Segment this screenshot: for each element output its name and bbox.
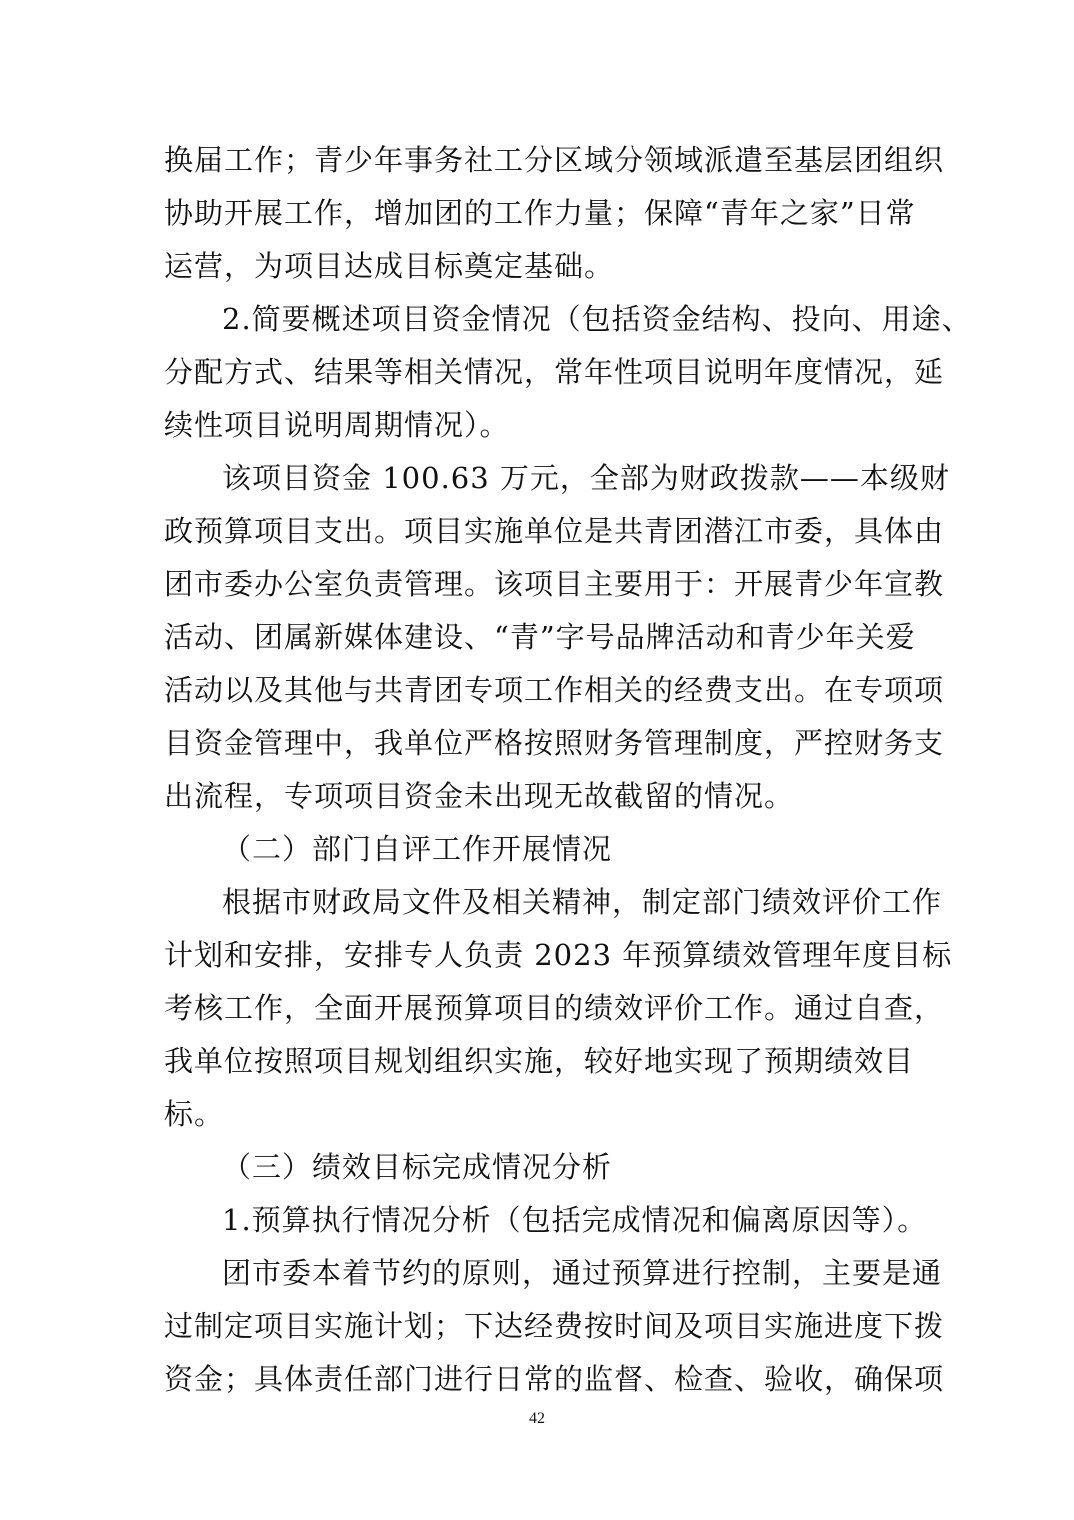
text-line: 目资金管理中，我单位严格按照财务管理制度，严控财务支 xyxy=(164,726,945,760)
text-line: 活动以及其他与共青团专项工作相关的经费支出。在专项项 xyxy=(164,673,945,707)
text-line: （三）绩效目标完成情况分析 xyxy=(222,1150,613,1184)
text-line: 团市委本着节约的原则，通过预算进行控制，主要是通 xyxy=(222,1256,943,1290)
text-line: 1.预算执行情况分析（包括完成情况和偏离原因等）。 xyxy=(222,1203,928,1237)
text-line: 换届工作；青少年事务社工分区域分领域派遣至基层团组织 xyxy=(164,143,945,177)
text-line: 我单位按照项目规划组织实施，较好地实现了预期绩效目 xyxy=(164,1044,915,1078)
text-line: 政预算项目支出。项目实施单位是共青团潜江市委，具体由 xyxy=(164,514,945,548)
text-line: 分配方式、结果等相关情况，常年性项目说明年度情况，延 xyxy=(164,355,945,389)
text-line: 该项目资金 100.63 万元，全部为财政拨款——本级财 xyxy=(222,461,950,495)
page-number: 42 xyxy=(529,1410,545,1427)
text-line: 团市委办公室负责管理。该项目主要用于：开展青少年宣教 xyxy=(164,567,945,601)
text-line: 过制定项目实施计划；下达经费按时间及项目实施进度下拨 xyxy=(164,1309,945,1343)
text-line: 2.简要概述项目资金情况（包括资金结构、投向、用途、 xyxy=(222,302,972,336)
text-line: （二）部门自评工作开展情况 xyxy=(222,832,613,866)
text-line: 资金；具体责任部门进行日常的监督、检查、验收，确保项 xyxy=(164,1362,945,1396)
text-line: 根据市财政局文件及相关精神，制定部门绩效评价工作 xyxy=(222,885,943,919)
text-line: 出流程，专项项目资金未出现无故截留的情况。 xyxy=(164,779,795,813)
text-line: 协助开展工作，增加团的工作力量；保障“青年之家”日常 xyxy=(164,196,916,230)
text-line: 标。 xyxy=(164,1097,225,1131)
text-line: 计划和安排，安排专人负责 2023 年预算绩效管理年度目标 xyxy=(164,938,953,972)
text-line: 考核工作，全面开展预算项目的绩效评价工作。通过自查， xyxy=(164,991,945,1025)
text-line: 活动、团属新媒体建设、“青”字号品牌活动和青少年关爱 xyxy=(164,620,916,654)
text-line: 续性项目说明周期情况）。 xyxy=(164,408,510,442)
body-text xyxy=(164,134,972,1406)
text-line: 运营，为项目达成目标奠定基础。 xyxy=(164,249,615,283)
